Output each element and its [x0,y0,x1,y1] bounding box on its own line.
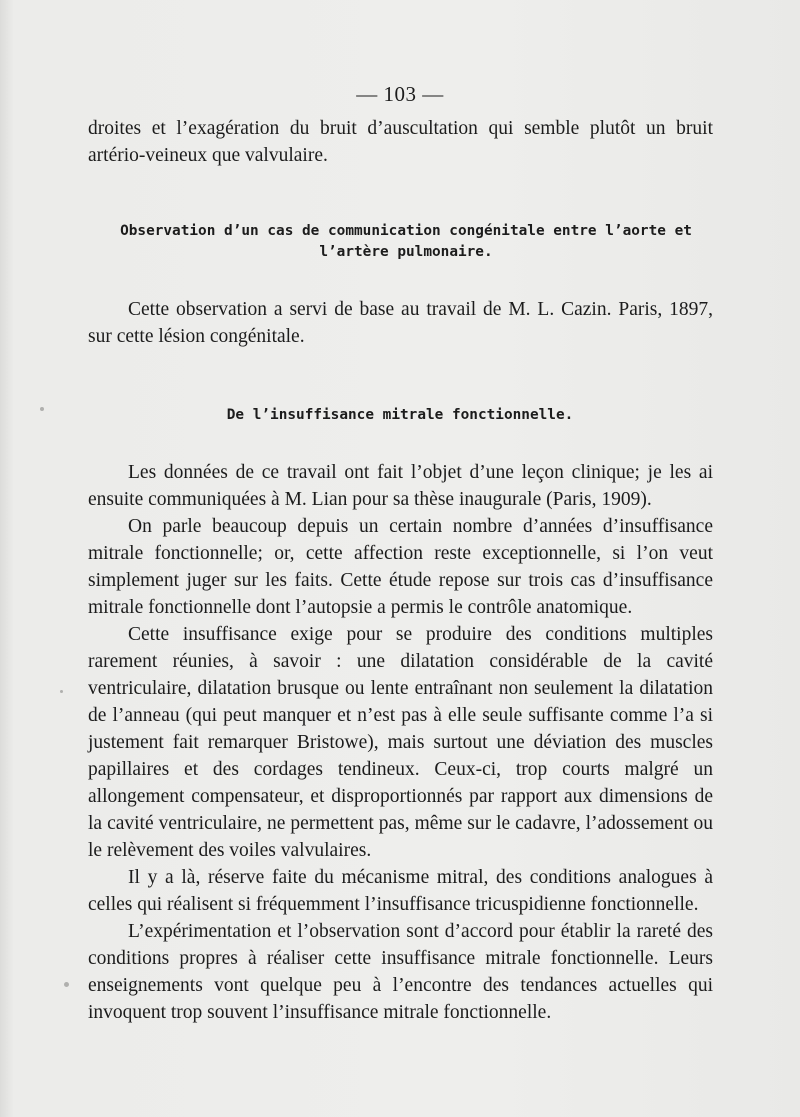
observation-paragraph: Cette observation a servi de base au travail de M. L. Cazin. Paris, 1897, sur cette lésion congénitale. [88,299,713,347]
body-paragraph: Cette insuffisance exige pour se produire des conditions multiples rarement réunies, à savoir : une dilatation considérable de la cavité ventriculaire, dilatation brusque ou lente entraînant non seulement la dilatation de l’anneau (qui peut manquer et n’est pas à elle seule suffisante comme l’a si justement fait remarquer Bristowe), mais surtout une déviation des muscles papillaires et des cordages tendineux. Ceux-ci, trop courts malgré un allongement compensateur, et disproportionnés par rapport aux dimensions de la cavité ventriculaire, ne permettent pas, même sur le cadavre, l’adossement ou le relèvement des voiles valvulaires. [88,624,713,861]
section-heading: De l’insuffisance mitrale fonctionnelle. [226,407,574,423]
page-number: — 103 — [356,82,444,106]
body-paragraph: On parle beaucoup depuis un certain nombre d’années d’insuffisance mitrale fonctionnelle; or, cette affection reste exceptionnelle, si l’on veut simplement juger sur les faits. Cette étude repose sur trois cas d’insuffisance mitrale fonctionnelle dont l’autopsie a permis le contrôle anatomique. [88,516,713,618]
observation-heading: Observation d’un cas de communication congénitale entre l’aorte et l’artère pulmonaire. [120,223,692,260]
paper-speck [64,982,69,987]
observation-paragraph-block [88,296,713,350]
paper-speck [60,690,63,693]
intro-paragraph: droites et l’exagération du bruit d’auscultation qui semble plutôt un bruit artério-veineux que valvulaire. [88,118,713,166]
body-paragraph: Il y a là, réserve faite du mécanisme mitral, des conditions analogues à celles qui réalisent si fréquemment l’insuffisance tricuspidienne fonctionnelle. [88,867,713,915]
body-paragraph: Les données de ce travail ont fait l’objet d’une leçon clinique; je les ai ensuite communiquées à M. Lian pour sa thèse inaugurale (Paris, 1909). [88,462,713,510]
intro-paragraph-block [88,115,713,169]
body-paragraph: L’expérimentation et l’observation sont d’accord pour établir la rareté des conditions propres à réaliser cette insuffisance mitrale fonctionnelle. Leurs enseignements vont quelque peu à l’encontre des tendances actuelles qui invoquent trop souvent l’insuffisance mitrale fonctionnelle. [88,921,713,1023]
body-text [88,459,713,1026]
paper-speck [40,407,44,411]
